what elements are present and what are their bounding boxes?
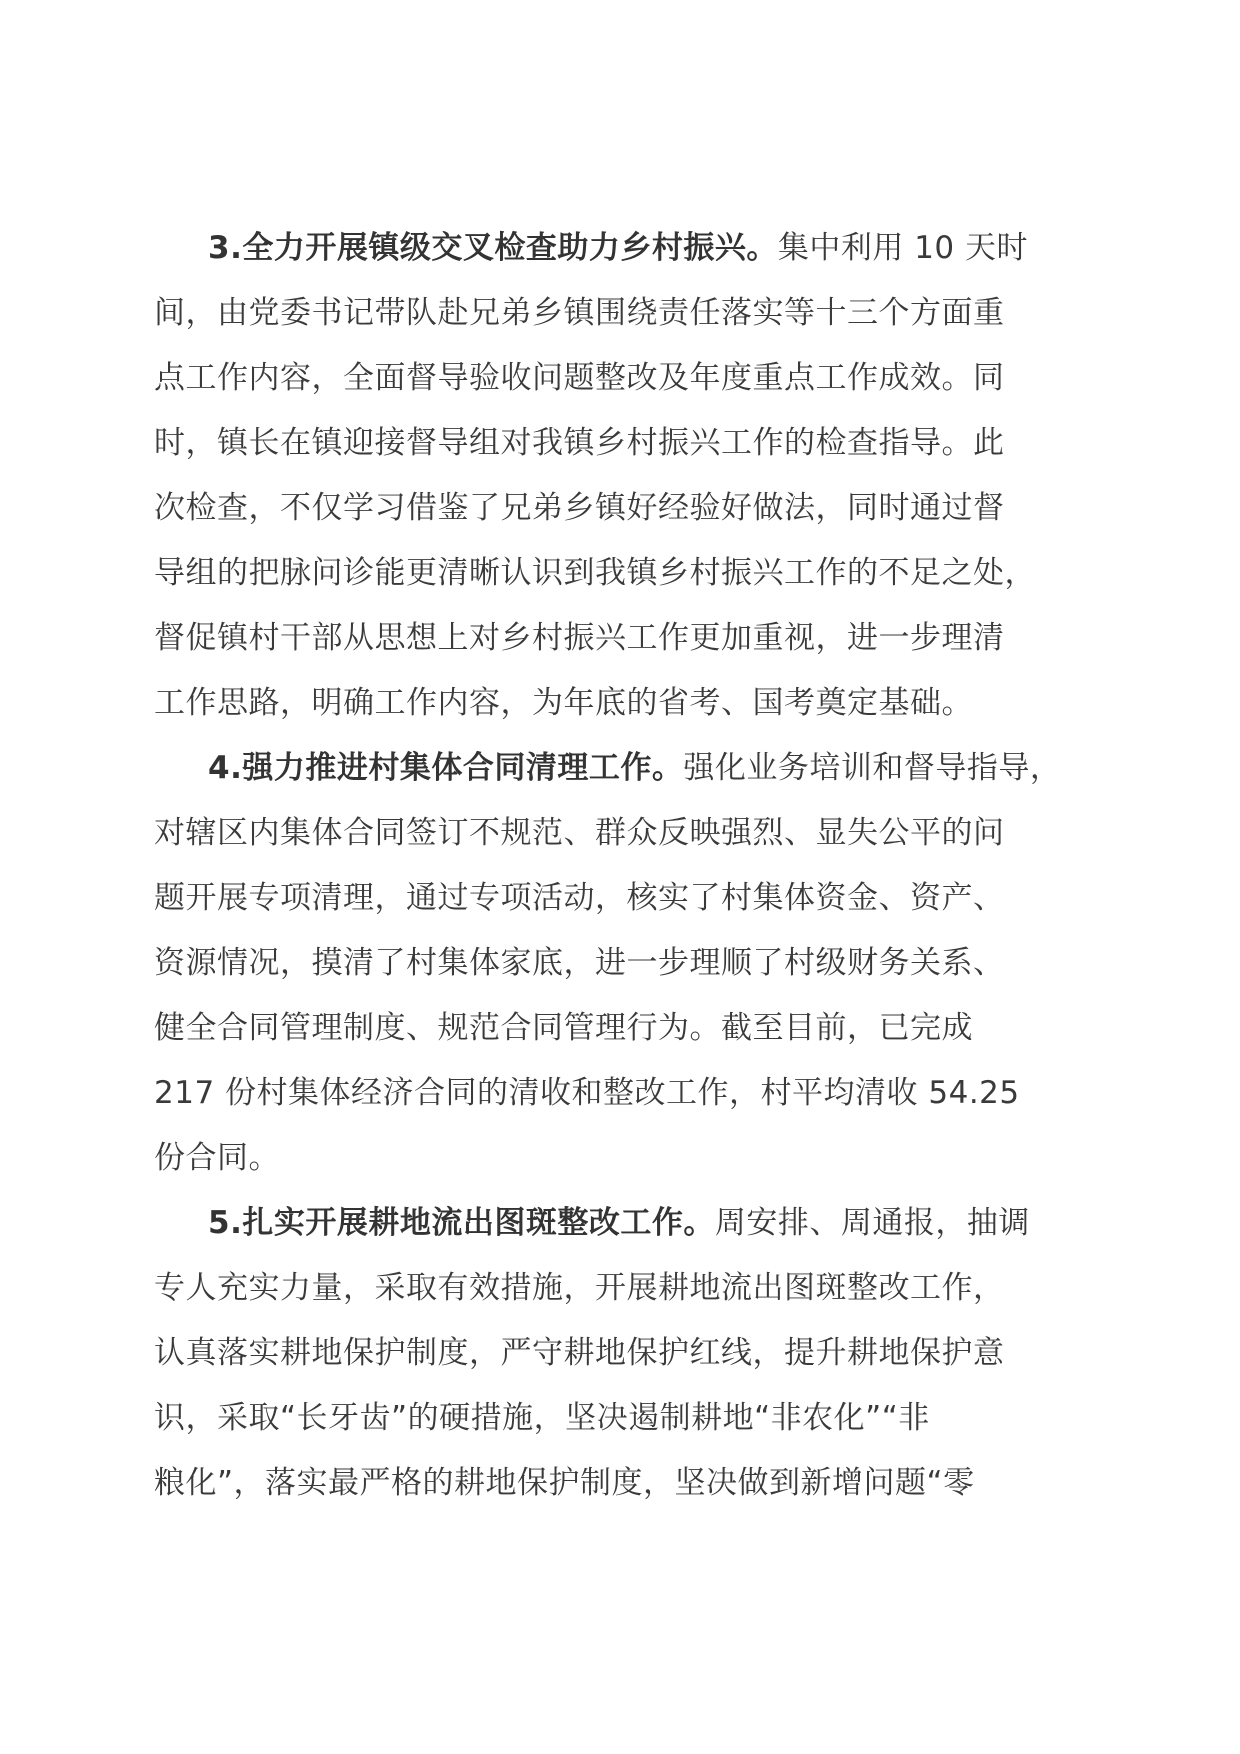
paragraph-4-text: 强化业务培训和督导指导，: [683, 750, 1062, 786]
paragraph-5-line-2: 专人充实力量，采取有效措施，开展耕地流出图斑整改工作，: [154, 1270, 1005, 1306]
paragraph-3-heading: 3.全力开展镇级交叉检查助力乡村振兴。: [208, 230, 778, 266]
paragraph-3-text: 集中利用 10 天时: [777, 230, 1029, 266]
paragraph-3-line-3: 点工作内容，全面督导验收问题整改及年度重点工作成效。同: [154, 360, 1005, 396]
paragraph-4-line-4: 资源情况，摸清了村集体家底，进一步理顺了村级财务关系、: [154, 945, 1005, 981]
paragraph-3-line-8: 工作思路，明确工作内容，为年底的省考、国考奠定基础。: [154, 685, 973, 721]
paragraph-3-line-1: [208, 228, 1028, 268]
paragraph-5-line-5: 粮化”，落实最严格的耕地保护制度，坚决做到新增问题“零: [154, 1465, 975, 1501]
paragraph-3-line-4: 时，镇长在镇迎接督导组对我镇乡村振兴工作的检查指导。此: [154, 425, 1005, 461]
paragraph-5-heading: 5.扎实开展耕地流出图斑整改工作。: [208, 1205, 715, 1241]
paragraph-5-line-4: 识，采取“长牙齿”的硬措施，坚决遏制耕地“非农化”“非: [154, 1400, 930, 1436]
paragraph-4-line-6: 217 份村集体经济合同的清收和整改工作，村平均清收 54.25: [154, 1075, 1020, 1111]
paragraph-4-line-7: 份合同。: [154, 1140, 280, 1176]
paragraph-3-line-7: 督促镇村干部从思想上对乡村振兴工作更加重视，进一步理清: [154, 620, 1005, 656]
paragraph-4-line-2: 对辖区内集体合同签订不规范、群众反映强烈、显失公平的问: [154, 815, 1005, 851]
paragraph-3-line-2: 间，由党委书记带队赴兄弟乡镇围绕责任落实等十三个方面重: [154, 295, 1005, 331]
paragraph-4-line-1: [208, 748, 1061, 788]
paragraph-3-line-6: 导组的把脉问诊能更清晰认识到我镇乡村振兴工作的不足之处，: [154, 555, 1036, 591]
paragraph-5-line-1: [208, 1203, 1030, 1243]
paragraph-4-line-3: 题开展专项清理，通过专项活动，核实了村集体资金、资产、: [154, 880, 1005, 916]
paragraph-4-heading: 4.强力推进村集体合同清理工作。: [208, 750, 684, 786]
paragraph-5-line-3: 认真落实耕地保护制度，严守耕地保护红线，提升耕地保护意: [154, 1335, 1005, 1371]
paragraph-5-text: 周安排、周通报，抽调: [714, 1205, 1030, 1241]
paragraph-4-line-5: 健全合同管理制度、规范合同管理行为。截至目前，已完成: [154, 1010, 973, 1046]
paragraph-3-line-5: 次检查，不仅学习借鉴了兄弟乡镇好经验好做法，同时通过督: [154, 490, 1005, 526]
